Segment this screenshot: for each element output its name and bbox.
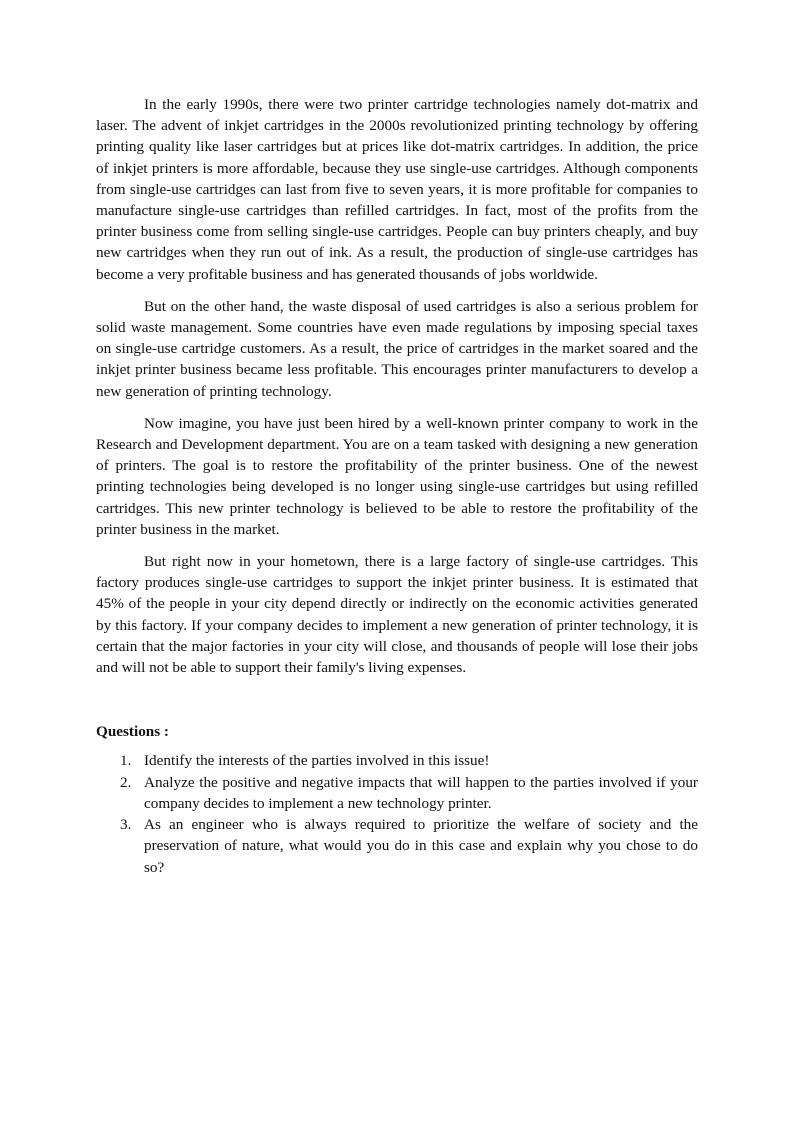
questions-heading: Questions : bbox=[96, 723, 169, 741]
paragraph-3: Now imagine, you have just been hired by a well-known printer company to work in the Research and Development department. You are on a team tasked with designing a new generation of printers. The goal is to restore the profitability of the printer business. One of the newest printing technologies being developed is no longer using single-use cartridges but using refilled cartridges. This new printer technology is believed to be able to restore the profitability of the printer business in the market. bbox=[96, 414, 698, 538]
questions-list bbox=[96, 750, 698, 877]
question-text: Analyze the positive and negative impacts that will happen to the parties involved if your company decides to implement a new technology printer. bbox=[144, 773, 698, 812]
question-item-1 bbox=[96, 750, 698, 771]
question-number: 1. bbox=[120, 752, 132, 770]
paragraph-4: But right now in your hometown, there is a large factory of single-use cartridges. This factory produces single-use cartridges to support the inkjet printer business. It is estimated that 45% of the people in your city depend directly or indirectly on the economic activities generated by this factory. If your company decides to implement a new generation of printer technology, it is certain that the major factories in your city will close, and thousands of people will lose their jobs and will not be able to support their family's living expenses. bbox=[96, 553, 698, 677]
paragraph-2: But on the other hand, the waste disposal of used cartridges is also a serious problem for solid waste management. Some countries have even made regulations by imposing special taxes on single-use cartridge customers. As a result, the price of cartridges in the market soared and the inkjet printer business became less profitable. This encourages printer manufacturers to develop a new generation of printing technology. bbox=[96, 297, 698, 400]
question-number: 3. bbox=[120, 816, 132, 834]
question-item-2 bbox=[96, 772, 698, 814]
document-page bbox=[96, 94, 698, 878]
paragraph-1: In the early 1990s, there were two printer cartridge technologies namely dot-matrix and laser. The advent of inkjet cartridges in the 2000s revolutionized printing technology by offering printing quality like laser cartridges but at prices like dot-matrix cartridges. In addition, the price of inkjet printers is more affordable, because they use single-use cartridges. Although components from single-use cartridges can last from five to seven years, it is more profitable for companies to manufacture single-use cartridges than refilled cartridges. In fact, most of the profits from the printer business come from selling single-use cartridges. People can buy printers cheaply, and buy new cartridges when they run out of ink. As a result, the production of single-use cartridges has become a very profitable business and has generated thousands of jobs worldwide. bbox=[96, 96, 698, 283]
question-text: Identify the interests of the parties involved in this issue! bbox=[144, 752, 490, 770]
question-item-3 bbox=[96, 814, 698, 878]
question-text: As an engineer who is always required to prioritize the welfare of society and the preservation of nature, what would you do in this case and explain why you chose to do so? bbox=[144, 816, 698, 876]
question-number: 2. bbox=[120, 773, 132, 791]
